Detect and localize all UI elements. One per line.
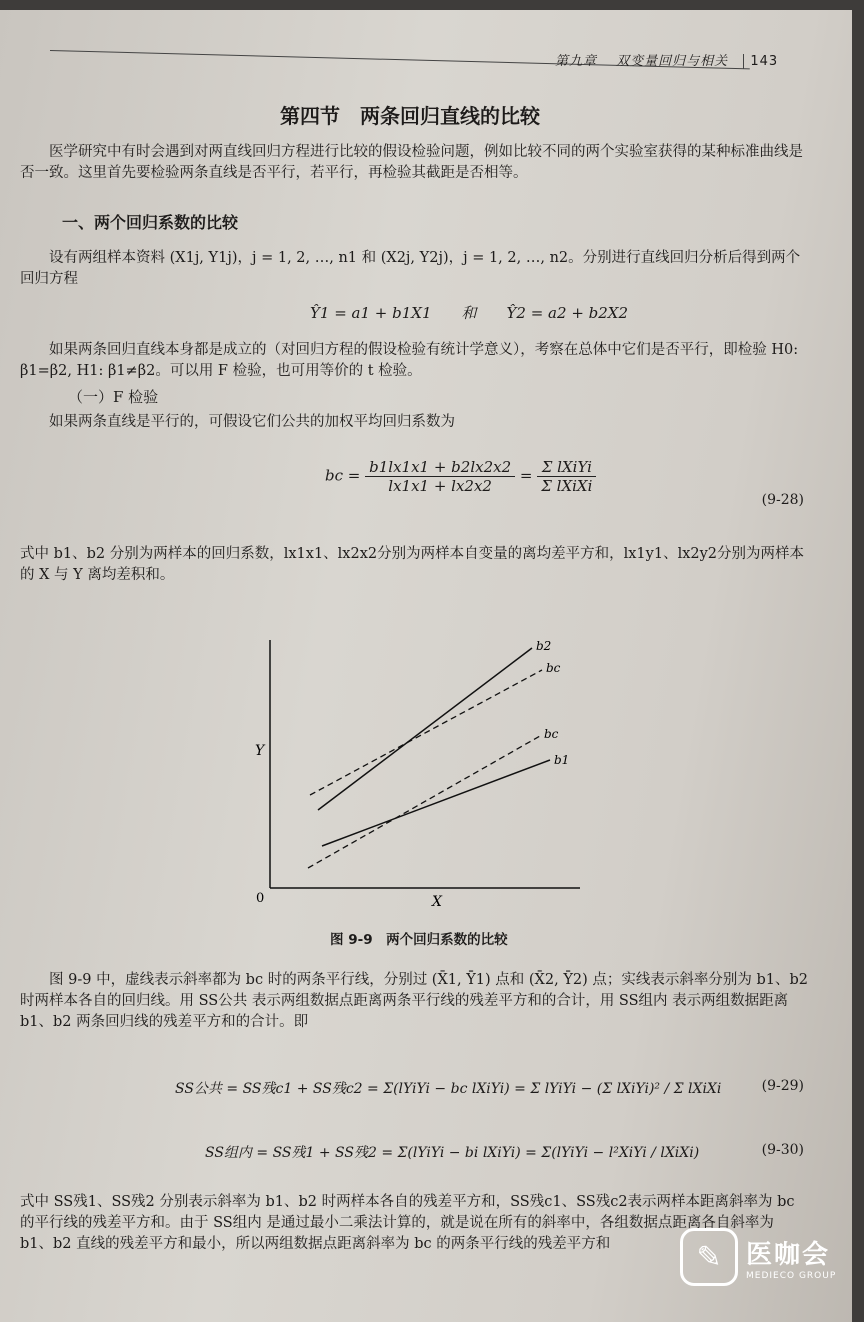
book-page — [0, 10, 852, 1322]
watermark-logo — [680, 1228, 836, 1286]
subsection-heading: 一、两个回归系数的比较 — [62, 213, 239, 232]
eq-fraction-1 — [365, 458, 515, 495]
paragraph-1: 设有两组样本资料 (X1j, Y1j)，j = 1, 2, …, n1 和 (X2j, Y2j)，j = 1, 2, …, n2。分别进行直线回归分析后得到两个回归方程 — [20, 250, 801, 288]
label-b2: b2 — [536, 639, 552, 653]
logo-icon: ✎ — [680, 1228, 738, 1286]
eq-numerator-2: Σ lXiYi — [537, 458, 596, 477]
paragraph-2: 如果两条回归直线本身都是成立的（对回归方程的假设检验有统计学意义），考察在总体中它们是否平行，即检验 H0: β1=β2, H1: β1≠β2。可以用 F 检验，也可用等价的 t 检验。 — [20, 342, 799, 380]
eq-denominator: lx1x1 + lx2x2 — [388, 477, 492, 495]
paragraph-5: 图 9-9 中，虚线表示斜率都为 bc 时的两条平行线，分别过 (X̄1, Ȳ1) 点和 (X̄2, Ȳ2) 点；实线表示斜率分别为 b1、b2 时两样本各自的回归线。用 SS公共 表示两组数据点距离两条平行线的残差平方和的合计，用 SS组内 表示两组数据距离 b1、b2 两条回归线的残差平方和的合计。即 — [20, 972, 809, 1031]
line-b1 — [322, 760, 550, 846]
paragraph-4: 式中 b1、b2 分别为两样本的回归系数，lx1x1、lx2x2分别为两样本自变量的离均差平方和，lx1y1、lx2y2分别为两样本的 X 与 Y 离均差积和。 — [20, 546, 805, 584]
y-axis-label: Y — [255, 743, 265, 759]
line-b2 — [318, 648, 532, 810]
page-number: 143 — [743, 54, 778, 69]
eq-fraction-2 — [537, 458, 596, 495]
equation-9-30: SS组内 = SS残1 + SS残2 = Σ(lYiYi − bi lXiYi) = Σ(lYiYi − l²XiYi / lXiXi) — [205, 1145, 700, 1161]
paragraph-6: 式中 SS残1、SS残2 分别表示斜率为 b1、b2 时两样本各自的残差平方和，SS残c1、SS残c2表示两样本距离斜率为 bc 的平行线的残差平方和。由于 SS组内 是通过最小二乘法计算的，就是说在所有的斜率中，各组数据点距离各自斜率为 b1、b2 直线的残差平方和最小，所以两组数据点距离斜率为 bc 的两条平行线的残差平方和 — [20, 1194, 795, 1253]
eq-denominator-2: Σ lXiXi — [541, 477, 593, 495]
eq-lhs: bc = — [325, 466, 361, 485]
intro-paragraph: 医学研究中有时会遇到对两直线回归方程进行比较的假设检验问题，例如比较不同的两个实验室获得的某种标准曲线是否一致。这里首先要检验两条直线是否平行，若平行，再检验其截距是否相等。 — [20, 144, 803, 182]
eq-equals: = — [519, 466, 533, 485]
label-bc-lower: bc — [544, 727, 559, 741]
equation-number-9-28: (9-28) — [761, 492, 804, 508]
eq-numerator: b1lx1x1 + b2lx2x2 — [365, 458, 515, 477]
section-title: 第四节 两条回归直线的比较 — [280, 104, 540, 128]
logo-en: MEDIECO GROUP — [746, 1270, 837, 1281]
equation-9-28 — [325, 458, 596, 495]
label-b1: b1 — [554, 753, 570, 767]
regression-equations: Ŷ1 = a1 + b1X1 和 Ŷ2 = a2 + b2X2 — [310, 304, 629, 322]
running-header — [555, 50, 778, 69]
line-bc-lower — [308, 736, 540, 868]
equation-number-9-30: (9-30) — [761, 1142, 804, 1158]
equation-number-9-29: (9-29) — [761, 1078, 804, 1094]
header-subject: 双变量回归与相关 — [616, 54, 729, 69]
logo-cn: 医咖会 — [746, 1239, 831, 1270]
f-test-heading: （一）F 检验 — [68, 388, 159, 406]
header-chapter: 第九章 — [555, 54, 598, 69]
regression-figure — [250, 630, 590, 920]
paragraph-3: 如果两条直线是平行的，可假设它们公共的加权平均回归系数为 — [49, 414, 455, 430]
origin-label: 0 — [256, 891, 265, 906]
x-axis-label: X — [432, 894, 442, 910]
label-bc-upper: bc — [546, 661, 561, 675]
equation-9-29: SS公共 = SS残c1 + SS残c2 = Σ(lYiYi − bc lXiYi) = Σ lYiYi − (Σ lXiYi)² / Σ lXiXi — [175, 1081, 722, 1097]
figure-caption: 图 9-9 两个回归系数的比较 — [330, 932, 508, 948]
